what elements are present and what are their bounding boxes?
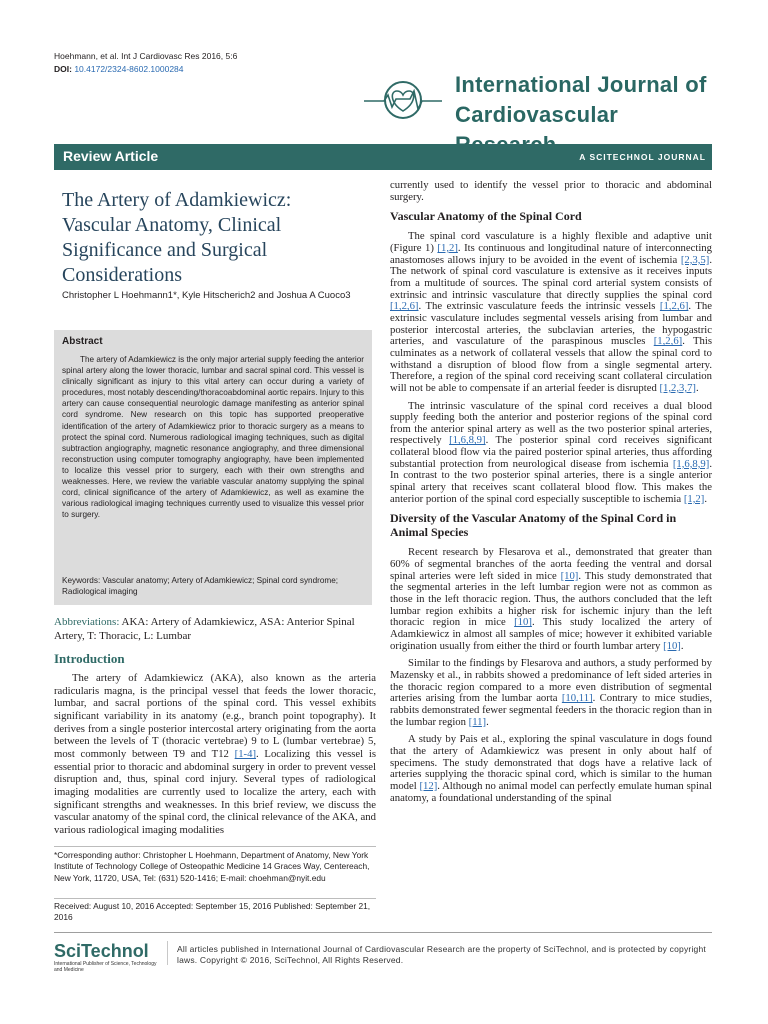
citation-link[interactable]: [10]: [514, 616, 532, 629]
text: . The extrinsic vasculature includes segmental vessels arising from lumbar and posterior intercostal arteries, the subclavian arteries, the hypogastric arteries, and vasculature of the paraspinous muscles: [390, 300, 712, 348]
publisher-tag: A SCITECHNOL JOURNAL: [579, 152, 706, 162]
text: .: [704, 492, 707, 505]
keywords-label: Keywords:: [62, 576, 101, 585]
text: . This culminates as a network of collateral vessels that allow the spinal cord to withstand a disruption of blood flow from a single segmental artery. Therefore, a region of the spinal cord receiving scant collateral circulation will not be able to compensate if an arterial feeder is disrupted: [390, 335, 713, 394]
citation-link[interactable]: [10,11]: [561, 692, 593, 705]
text: The spinal cord vasculature is a highly flexible and adaptive unit (Figure 1): [390, 230, 712, 254]
doi-link[interactable]: 10.4172/2324-8602.1000284: [74, 64, 184, 74]
section-heading: Vascular Anatomy of the Spinal Cord: [390, 209, 582, 224]
abbreviations-text: AKA: Artery of Adamkiewicz, ASA: Anterior Spinal Artery, T: Thoracic, L: Lumbar: [54, 616, 355, 642]
keywords: [62, 575, 364, 597]
text: . The extrinsic vasculature feeds the intrinsic vessels: [418, 300, 660, 313]
article-type-banner: [54, 144, 712, 170]
logo-word: SciTechnol: [54, 941, 149, 961]
abstract-box: [54, 330, 372, 605]
doi-label: DOI:: [54, 64, 72, 74]
scitechnol-logo: [54, 941, 164, 973]
article-title: The Artery of Adamkiewicz: Vascular Anatomy, Clinical Significance and Surgical Considerations: [62, 189, 292, 286]
logo-tagline: International Publisher of Science, Technology and Medicine: [54, 961, 157, 973]
text: . Its continuous and longitudinal nature of interconnecting anastomoses allows injury to be avoided in the event of ischemia: [390, 241, 712, 266]
citation-link[interactable]: [1,6,8,9]: [672, 457, 710, 470]
journal-title-line1: International Journal of: [455, 72, 707, 97]
paragraph: [390, 231, 712, 394]
citation-link[interactable]: [10]: [560, 569, 579, 582]
citation-link[interactable]: [12]: [419, 779, 438, 792]
paragraph: currently used to identify the vessel prior to thoracic and abdominal surgery.: [390, 179, 712, 203]
abstract-body: The artery of Adamkiewicz is the only major arterial supply feeding the anterior spinal artery along the lower thoracic, lumbar and sacral spinal cord. This vessel is clinically significant as injury to this vital artery can occur during a variety of procedures, most notably descending/thoracoabdominal aortic repairs. Injury to this artery can cause consequential neurologic damage manifesting as anterior spinal cord syndrome. New research on this topic has supported preoperative identification of the artery of Adamkiewicz prior to thoracic surgery as a means to protect the spinal cord. Numerous radiological imaging techniques, such as digital subtraction angiography, magnetic resonance angiography, and three dimensional reconstruction using computer tomography angiography, have been implemented to localize this vessel prior to surgery, each with their own strengths and weaknesses. Here, we review the variable vascular anatomy supplying the spinal cord, clinical significance of the artery of Adamkiewicz, as well as examine the various radiological imaging techniques currently used to visualize this vessel prior to surgery.: [62, 355, 364, 520]
text: . The posterior spinal cord receives significant collateral blood flow via the paired posterior spinal arteries, thus affording substantial protection from neurological disease from ischemia: [390, 434, 712, 470]
citation-link[interactable]: [1,6,8,9]: [449, 434, 486, 447]
keywords-text: Vascular anatomy; Artery of Adamkiewicz; Spinal cord syndrome; Radiological imaging: [62, 576, 339, 596]
abstract-heading: Abstract: [62, 336, 103, 347]
text: . In contrast to the two posterior spinal arteries, there is a single anterior spinal artery that receives scant collateral blood flow. This makes the anterior portion of the spinal cord especially susceptible to ischemia: [390, 457, 712, 505]
right-column: [390, 180, 712, 810]
divider: [54, 846, 376, 847]
text: .: [680, 639, 684, 652]
citation-link[interactable]: [1,2,6]: [653, 335, 683, 348]
citation-link[interactable]: [1,2,6]: [659, 300, 689, 313]
citation-header: [54, 50, 237, 76]
correspondence-note: *Corresponding author: Christopher L Hoehmann, Department of Anatomy, New York Institute of Technology College of Osteopathic Medicine 14 Graces Way, Centereach, New York, 11720, USA, Tel: (631) 520-1416; E-mail: choehman@nyit.edu: [54, 850, 370, 883]
text: Recent research by Flesarova et al., demonstrated that greater than 60% of segmental branches of the aorta feeding the ventral and dorsal spinal arteries were left sided in mice: [390, 546, 712, 582]
citation-link[interactable]: [1,2]: [683, 492, 705, 505]
text: .: [486, 715, 489, 728]
introduction-heading: Introduction: [54, 651, 125, 666]
text: .: [695, 381, 699, 394]
journal-title-line2: Cardiovascular: [455, 102, 619, 127]
article-authors: Christopher L Hoehmann1*, Kyle Hitscherich2 and Joshua A Cuoco3: [62, 290, 351, 301]
text: . The network of spinal cord vasculature is extensive as it receives inputs from a multitude of sources. The spinal cord arterial system consists of extrinsic and intrinsic vasculature that directly supplies the spinal cord: [390, 253, 712, 301]
section-heading: Diversity of the Vascular Anatomy of the Spinal Cord in Animal Species: [390, 511, 677, 540]
citation-link[interactable]: [2,3,5]: [680, 253, 710, 266]
text: . Although no animal model can perfectly emulate human spinal anatomy, a foundational understanding of the spinal: [390, 779, 712, 804]
introduction-body: [54, 672, 376, 837]
paragraph: [390, 547, 712, 652]
abbreviations-label: Abbreviations:: [54, 616, 120, 628]
intro-text: The artery of Adamkiewicz (AKA), also known as the arteria radicularis magna, is the principal vessel that feeds the lower thoracic, lumbar, and sacral portions of the spinal cord. This vessel exhibits significant variability in its anatomy (e.g., branch point topography). It derives from a single posterior intercostal artery originating from the aorta between the levels of T (thoracic vertebrae) 9 to L (lumbar vertebrae) 5, most commonly between T9 and T12: [54, 672, 376, 760]
copyright-notice: All articles published in International Journal of Cardiovascular Research are the property of SciTechnol, and is protected by copyright laws. Copyright © 2016, SciTechnol, All Rights Reserved.: [177, 944, 706, 965]
citation-line: Hoehmann, et al. Int J Cardiovasc Res 2016, 5:6: [54, 51, 238, 61]
citation-link[interactable]: [11]: [468, 715, 487, 728]
publication-dates: Received: August 10, 2016 Accepted: September 15, 2016 Published: September 21, 2016: [54, 898, 376, 924]
article-type-label: Review Article: [63, 148, 159, 164]
abbreviations: [54, 615, 376, 643]
heart-ecg-icon: [362, 77, 444, 123]
citation-link[interactable]: [1,2,3,7]: [659, 381, 696, 394]
intro-text: . Localizing this vessel is essential prior to thoracic and abdominal surgery in order to prevent vessel disruption and, thus, spinal cord injury. Several types of radiological imaging modalities are currently used to localize the artery, each with significant strengths and weaknesses. In this brief review, we discuss the vascular anatomy of the spinal cord, the clinical relevance of the AKA, and various radiological imaging modalities: [54, 747, 376, 836]
text: Similar to the findings by Flesarova and authors, a study performed by Mazensky et al., in rabbits showed a predominance of left sided arteries in the thoracic region compared to a more even distribution of segmental arteries arising from the lumbar aorta: [390, 657, 712, 705]
footer-divider: [54, 932, 712, 933]
text: . This study localized the artery of Adamkiewicz in almost all samples of mice; however it exhibited variable origination usually from either the third or fourth lumbar artery: [390, 616, 712, 652]
text: A study by Pais et al., exploring the spinal vasculature in dogs found that the artery of Adamkiewicz was present in only about half of specimens. The study demonstrated that dogs have a relative lack of arteries supplying the thoracic spinal cord, which is similar to the human model: [390, 733, 712, 792]
text: . This study demonstrated that the segmental arteries in the left lumbar region were not as common as those in the left thoracic region. Thus, the authors concluded that the left lumbar region exhibits a higher risk for ischemic injury than the left thoracic region in mice: [390, 569, 713, 629]
divider: [167, 941, 168, 965]
citation-link[interactable]: [10]: [663, 639, 681, 652]
paragraph: [390, 401, 712, 506]
citation-link[interactable]: [1,2]: [437, 241, 458, 254]
paragraph: [390, 658, 712, 728]
paragraph: [390, 734, 712, 804]
citation-link[interactable]: [1-4]: [234, 747, 257, 760]
doi-line: [54, 63, 237, 76]
citation-link[interactable]: [1,2,6]: [390, 300, 419, 313]
text: The intrinsic vasculature of the spinal cord receives a dual blood supply feeding both the anterior and posterior regions of the spinal cord from the anterior spinal artery as well as the two posterior spinal arteries, respectively: [390, 399, 712, 447]
text: . Contrary to mice studies, rabbits demonstrated fewer segmental feeders in the thoracic region than in the lumbar region: [390, 692, 713, 728]
